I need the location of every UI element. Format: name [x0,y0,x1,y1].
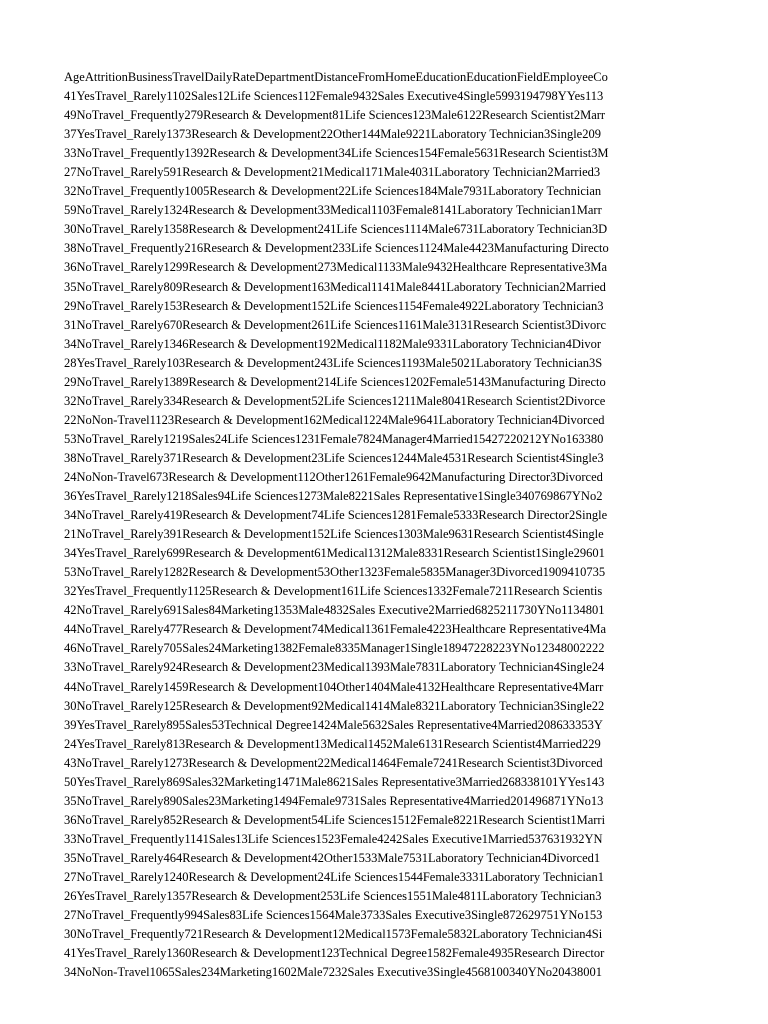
data-line: 37YesTravel_Rarely1373Research & Development22Other144Male9221Laboratory Technician3Single209 [64,127,601,142]
data-line: 33NoTravel_Frequently1141Sales13Life Sciences1523Female4242Sales Executive1Married537631932YN [64,831,603,846]
data-line: 26YesTravel_Rarely1357Research & Development253Life Sciences1551Male4811Laboratory Technician3 [64,889,602,904]
data-line: 46NoTravel_Rarely705Sales24Marketing1382Female8335Manager1Single18947228223YNo12348002222 [64,641,605,656]
data-line: 39YesTravel_Rarely895Sales53Technical Degree1424Male5632Sales Representative4Married208633353Y [64,717,603,732]
data-line: 21NoTravel_Rarely391Research & Development152Life Sciences1303Male9631Research Scientist4Single [64,527,604,542]
data-line: 30NoTravel_Rarely1358Research & Development241Life Sciences1114Male6731Laboratory Technician3D [64,222,608,237]
data-line: 35NoTravel_Rarely890Sales23Marketing1494Female9731Sales Representative4Married201496871YNo13 [64,793,604,808]
data-line: 36YesTravel_Rarely1218Sales94Life Sciences1273Male8221Sales Representative1Single340769867YNo2 [64,489,603,504]
data-line: 24YesTravel_Rarely813Research & Development13Medical1452Male6131Research Scientist4Married229 [64,736,601,751]
data-line: 41YesTravel_Rarely1102Sales12Life Sciences112Female9432Sales Executive4Single5993194798YYes113 [64,89,604,104]
data-line: 38NoTravel_Rarely371Research & Development23Life Sciences1244Male4531Research Scientist4Single3 [64,450,604,465]
data-line: 27NoTravel_Rarely591Research & Development21Medical171Male4031Laboratory Technician2Married3 [64,165,601,180]
data-line: 35NoTravel_Rarely464Research & Development42Other1533Male7531Laboratory Technician4Divorced1 [64,850,601,865]
data-line: 41YesTravel_Rarely1360Research & Development123Technical Degree1582Female4935Research Director [64,946,605,961]
data-line: 42NoTravel_Rarely691Sales84Marketing1353Male4832Sales Executive2Married6825211730YNo1134801 [64,603,605,618]
data-line: 27NoTravel_Frequently994Sales83Life Sciences1564Male3733Sales Executive3Single872629751YNo153 [64,908,603,923]
data-line: 29NoTravel_Rarely153Research & Development152Life Sciences1154Female4922Laboratory Technician3 [64,298,604,313]
document-text-block [64,68,668,982]
data-line: 29NoTravel_Rarely1389Research & Development214Life Sciences1202Female5143Manufacturing Directo [64,374,606,389]
data-line: 30NoTravel_Rarely125Research & Development92Medical1414Male8321Laboratory Technician3Single22 [64,698,605,713]
data-line: 22NoNon-Travel1123Research & Development162Medical1224Male9641Laboratory Technician4Divorced [64,412,605,427]
data-line: 59NoTravel_Rarely1324Research & Development33Medical1103Female8141Laboratory Technician1Marr [64,203,602,218]
data-line: 50YesTravel_Rarely869Sales32Marketing1471Male8621Sales Representative3Married268338101YYes143 [64,774,605,789]
data-line: 33NoTravel_Frequently1392Research & Development34Life Sciences154Female5631Research Scientist3M [64,146,609,161]
data-line: 27NoTravel_Rarely1240Research & Development24Life Sciences1544Female3331Laboratory Technician1 [64,869,604,884]
data-line: 28YesTravel_Rarely103Research & Development243Life Sciences1193Male5021Laboratory Technician3S [64,355,603,370]
data-line: 53NoTravel_Rarely1219Sales24Life Sciences1231Female7824Manager4Married15427220212YNo163380 [64,431,604,446]
data-line: 44NoTravel_Rarely477Research & Development74Medical1361Female4223Healthcare Representative4Ma [64,622,607,637]
data-line: 34NoTravel_Rarely419Research & Development74Life Sciences1281Female5333Research Director2Single [64,508,608,523]
header-line: AgeAttritionBusinessTravelDailyRateDepartmentDistanceFromHomeEducationEducationFieldEmployeeCo [64,70,608,84]
data-line: 31NoTravel_Rarely670Research & Development261Life Sciences1161Male3131Research Scientist3Divorc [64,317,606,332]
data-line: 36NoTravel_Rarely1299Research & Development273Medical1133Male9432Healthcare Representative3Ma [64,260,608,275]
data-line: 34YesTravel_Rarely699Research & Development61Medical1312Male8331Research Scientist1Single29601 [64,546,605,561]
data-line: 35NoTravel_Rarely809Research & Development163Medical1141Male8441Laboratory Technician2Married [64,279,606,294]
data-line: 38NoTravel_Frequently216Research & Development233Life Sciences1124Male4423Manufacturing Directo [64,241,609,256]
data-line: 32YesTravel_Frequently1125Research & Development161Life Sciences1332Female7211Research Scientis [64,584,603,599]
data-line: 30NoTravel_Frequently721Research & Development12Medical1573Female5832Laboratory Technician4Si [64,927,603,942]
data-line: 53NoTravel_Rarely1282Research & Development53Other1323Female5835Manager3Divorced1909410735 [64,565,606,580]
data-line: 44NoTravel_Rarely1459Research & Development104Other1404Male4132Healthcare Representative4Marr [64,679,604,694]
data-line: 24NoNon-Travel673Research & Development112Other1261Female9642Manufacturing Director3Divorced [64,469,603,484]
data-line: 49NoTravel_Frequently279Research & Development81Life Sciences123Male6122Research Scientist2Marr [64,108,606,123]
data-line: 33NoTravel_Rarely924Research & Development23Medical1393Male7831Laboratory Technician4Single24 [64,660,605,675]
data-line: 34NoNon-Travel1065Sales234Marketing1602Male7232Sales Executive3Single4568100340YNo20438001 [64,965,603,980]
data-line: 36NoTravel_Rarely852Research & Development54Life Sciences1512Female8221Research Scientist1Marri [64,812,606,827]
data-line: 34NoTravel_Rarely1346Research & Development192Medical1182Male9331Laboratory Technician4Divor [64,336,602,351]
data-line: 43NoTravel_Rarely1273Research & Development22Medical1464Female7241Research Scientist3Divorced [64,755,603,770]
data-line: 32NoTravel_Rarely334Research & Development52Life Sciences1211Male8041Research Scientist2Divorce [64,393,606,408]
data-line: 32NoTravel_Frequently1005Research & Development22Life Sciences184Male7931Laboratory Technician [64,184,602,199]
